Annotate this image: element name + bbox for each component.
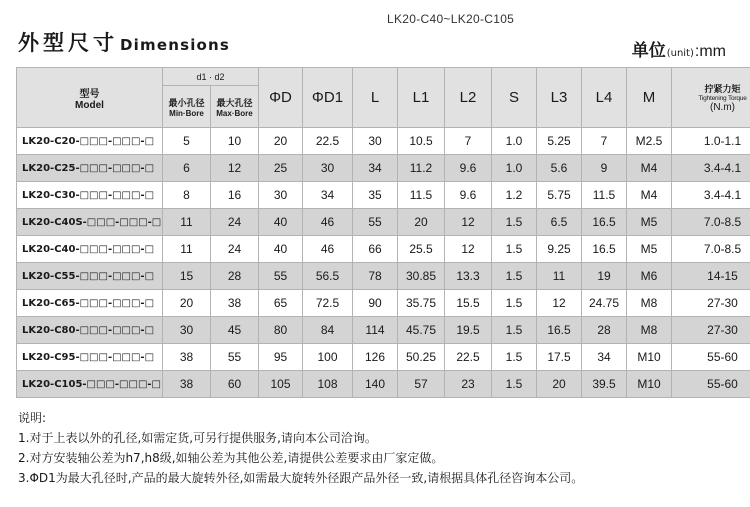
cell-l4: 24.75 (582, 290, 627, 317)
header-d1d2: d1 · d2 (163, 68, 259, 86)
note-item: 2.对方安装轴公差为h7,h8级,如轴公差为其他公差,请提供公差要求由厂家定做。 (18, 451, 444, 465)
cell-l2: 9.6 (445, 182, 492, 209)
header-model-cn: 型号 (79, 88, 100, 100)
unit-note: (unit) (666, 48, 694, 59)
cell-l1: 57 (398, 371, 445, 398)
cell-l1: 45.75 (398, 317, 445, 344)
cell-l2: 19.5 (445, 317, 492, 344)
header-L4: L4 (582, 68, 627, 128)
table-row (17, 344, 750, 371)
cell-l1: 20 (398, 209, 445, 236)
cell-l1: 11.2 (398, 155, 445, 182)
header-max-bore (211, 86, 259, 128)
cell-s: 1.5 (492, 263, 537, 290)
cell-l: 126 (353, 344, 398, 371)
cell-l1: 30.85 (398, 263, 445, 290)
cell-d: 40 (259, 236, 303, 263)
cell-l4: 7 (582, 128, 627, 155)
cell-m: M2.5 (627, 128, 672, 155)
cell-l2: 9.6 (445, 155, 492, 182)
cell-m: M4 (627, 155, 672, 182)
cell-model: LK20-C40-□□□-□□□-□ (17, 236, 163, 263)
cell-d: 40 (259, 209, 303, 236)
notes-heading: 说明: (18, 411, 47, 425)
header-L2: L2 (445, 68, 492, 128)
table-row (17, 371, 750, 398)
cell-m: M6 (627, 263, 672, 290)
cell-l1: 10.5 (398, 128, 445, 155)
cell-d1: 72.5 (303, 290, 353, 317)
cell-m: M10 (627, 344, 672, 371)
note-item: 3.ΦD1为最大孔径时,产品的最大旋转外径,如需最大旋转外径跟产品外径一致,请根据具体孔径咨询本公司。 (18, 471, 584, 485)
cell-max: 45 (211, 317, 259, 344)
cell-s: 1.2 (492, 182, 537, 209)
notes-section (18, 408, 583, 488)
cell-m: M5 (627, 236, 672, 263)
cell-l: 30 (353, 128, 398, 155)
cell-d: 25 (259, 155, 303, 182)
cell-l4: 34 (582, 344, 627, 371)
cell-d: 95 (259, 344, 303, 371)
cell-torque: 55-60 (672, 371, 750, 398)
cell-s: 1.5 (492, 371, 537, 398)
cell-d1: 100 (303, 344, 353, 371)
cell-torque: 7.0-8.5 (672, 209, 750, 236)
cell-l: 35 (353, 182, 398, 209)
cell-l1: 35.75 (398, 290, 445, 317)
page-title (18, 27, 230, 57)
cell-l3: 5.25 (537, 128, 582, 155)
unit-chinese: 单位 (631, 41, 666, 61)
cell-d1: 46 (303, 236, 353, 263)
cell-model: LK20-C40S-□□□-□□□-□ (17, 209, 163, 236)
cell-max: 16 (211, 182, 259, 209)
cell-l4: 19 (582, 263, 627, 290)
cell-s: 1.0 (492, 155, 537, 182)
cell-l4: 9 (582, 155, 627, 182)
cell-l2: 23 (445, 371, 492, 398)
header-torque-unit: (N.m) (710, 102, 735, 113)
cell-m: M8 (627, 290, 672, 317)
cell-d1: 108 (303, 371, 353, 398)
cell-d1: 22.5 (303, 128, 353, 155)
header-L: L (353, 68, 398, 128)
cell-model: LK20-C65-□□□-□□□-□ (17, 290, 163, 317)
header-L3: L3 (537, 68, 582, 128)
cell-torque: 1.0-1.1 (672, 128, 750, 155)
cell-min: 11 (163, 236, 211, 263)
cell-l3: 5.75 (537, 182, 582, 209)
table-row (17, 155, 750, 182)
header-M: M (627, 68, 672, 128)
cell-max: 38 (211, 290, 259, 317)
cell-min: 30 (163, 317, 211, 344)
cell-d: 105 (259, 371, 303, 398)
cell-s: 1.5 (492, 236, 537, 263)
cell-l3: 9.25 (537, 236, 582, 263)
title-english: Dimensions (120, 36, 231, 54)
cell-model: LK20-C55-□□□-□□□-□ (17, 263, 163, 290)
header-S: S (492, 68, 537, 128)
cell-d1: 30 (303, 155, 353, 182)
header-torque-cn: 拧紧力矩 (704, 85, 741, 95)
series-range-label: LK20-C40~LK20-C105 (387, 12, 515, 26)
cell-torque: 27-30 (672, 290, 750, 317)
header-min-bore-en: Min·Bore (169, 108, 204, 118)
cell-torque: 3.4-4.1 (672, 182, 750, 209)
cell-l2: 12 (445, 209, 492, 236)
header-phiD: ΦD (259, 68, 303, 128)
cell-max: 10 (211, 128, 259, 155)
header-L1: L1 (398, 68, 445, 128)
cell-torque: 3.4-4.1 (672, 155, 750, 182)
header-min-bore-cn: 最小孔径 (168, 98, 205, 109)
cell-max: 24 (211, 236, 259, 263)
cell-l3: 17.5 (537, 344, 582, 371)
cell-min: 38 (163, 344, 211, 371)
cell-d1: 34 (303, 182, 353, 209)
cell-min: 20 (163, 290, 211, 317)
cell-l: 55 (353, 209, 398, 236)
cell-s: 1.5 (492, 344, 537, 371)
table-row (17, 236, 750, 263)
cell-l2: 12 (445, 236, 492, 263)
cell-m: M8 (627, 317, 672, 344)
cell-min: 6 (163, 155, 211, 182)
cell-max: 60 (211, 371, 259, 398)
cell-model: LK20-C25-□□□-□□□-□ (17, 155, 163, 182)
unit-value: :mm (694, 43, 726, 60)
cell-d: 65 (259, 290, 303, 317)
cell-d1: 46 (303, 209, 353, 236)
cell-torque: 7.0-8.5 (672, 236, 750, 263)
cell-l2: 15.5 (445, 290, 492, 317)
cell-min: 8 (163, 182, 211, 209)
cell-d1: 56.5 (303, 263, 353, 290)
note-item: 1.对于上表以外的孔径,如需定货,可另行提供服务,请向本公司洽询。 (18, 431, 377, 445)
cell-model: LK20-C80-□□□-□□□-□ (17, 317, 163, 344)
cell-max: 55 (211, 344, 259, 371)
cell-s: 1.5 (492, 290, 537, 317)
header-model-en: Model (75, 99, 104, 111)
cell-l: 90 (353, 290, 398, 317)
cell-s: 1.0 (492, 128, 537, 155)
title-chinese: 外型尺寸 (18, 31, 118, 55)
cell-model: LK20-C105-□□□-□□□-□ (17, 371, 163, 398)
header-torque-en: Tightening Torque (698, 95, 747, 102)
cell-l3: 5.6 (537, 155, 582, 182)
header-torque (672, 68, 750, 128)
cell-l3: 6.5 (537, 209, 582, 236)
unit-label (632, 36, 726, 61)
header-model (17, 68, 163, 128)
cell-m: M5 (627, 209, 672, 236)
cell-min: 5 (163, 128, 211, 155)
cell-l4: 39.5 (582, 371, 627, 398)
cell-m: M10 (627, 371, 672, 398)
cell-l: 78 (353, 263, 398, 290)
table-row (17, 209, 750, 236)
cell-min: 38 (163, 371, 211, 398)
cell-l1: 11.5 (398, 182, 445, 209)
cell-l3: 11 (537, 263, 582, 290)
cell-min: 15 (163, 263, 211, 290)
cell-d: 30 (259, 182, 303, 209)
cell-d: 80 (259, 317, 303, 344)
table-row (17, 317, 750, 344)
cell-min: 11 (163, 209, 211, 236)
cell-l: 66 (353, 236, 398, 263)
table-row (17, 182, 750, 209)
cell-l2: 13.3 (445, 263, 492, 290)
cell-l3: 12 (537, 290, 582, 317)
cell-max: 28 (211, 263, 259, 290)
table-row (17, 263, 750, 290)
cell-s: 1.5 (492, 317, 537, 344)
cell-l3: 20 (537, 371, 582, 398)
cell-l4: 11.5 (582, 182, 627, 209)
cell-l4: 16.5 (582, 209, 627, 236)
dimensions-table (16, 67, 750, 398)
cell-model: LK20-C30-□□□-□□□-□ (17, 182, 163, 209)
cell-m: M4 (627, 182, 672, 209)
cell-l4: 16.5 (582, 236, 627, 263)
header-min-bore (163, 86, 211, 128)
table-row (17, 290, 750, 317)
cell-model: LK20-C95-□□□-□□□-□ (17, 344, 163, 371)
cell-l3: 16.5 (537, 317, 582, 344)
cell-torque: 27-30 (672, 317, 750, 344)
cell-max: 24 (211, 209, 259, 236)
header-phiD1: ΦD1 (303, 68, 353, 128)
cell-d1: 84 (303, 317, 353, 344)
cell-torque: 55-60 (672, 344, 750, 371)
cell-l1: 25.5 (398, 236, 445, 263)
cell-l: 114 (353, 317, 398, 344)
cell-l4: 28 (582, 317, 627, 344)
cell-max: 12 (211, 155, 259, 182)
cell-model: LK20-C20-□□□-□□□-□ (17, 128, 163, 155)
cell-l: 34 (353, 155, 398, 182)
cell-torque: 14-15 (672, 263, 750, 290)
cell-l: 140 (353, 371, 398, 398)
cell-l2: 22.5 (445, 344, 492, 371)
cell-d: 55 (259, 263, 303, 290)
cell-l2: 7 (445, 128, 492, 155)
table-row (17, 128, 750, 155)
cell-s: 1.5 (492, 209, 537, 236)
cell-d: 20 (259, 128, 303, 155)
cell-l1: 50.25 (398, 344, 445, 371)
header-max-bore-cn: 最大孔径 (216, 98, 253, 109)
header-max-bore-en: Max·Bore (216, 108, 253, 118)
